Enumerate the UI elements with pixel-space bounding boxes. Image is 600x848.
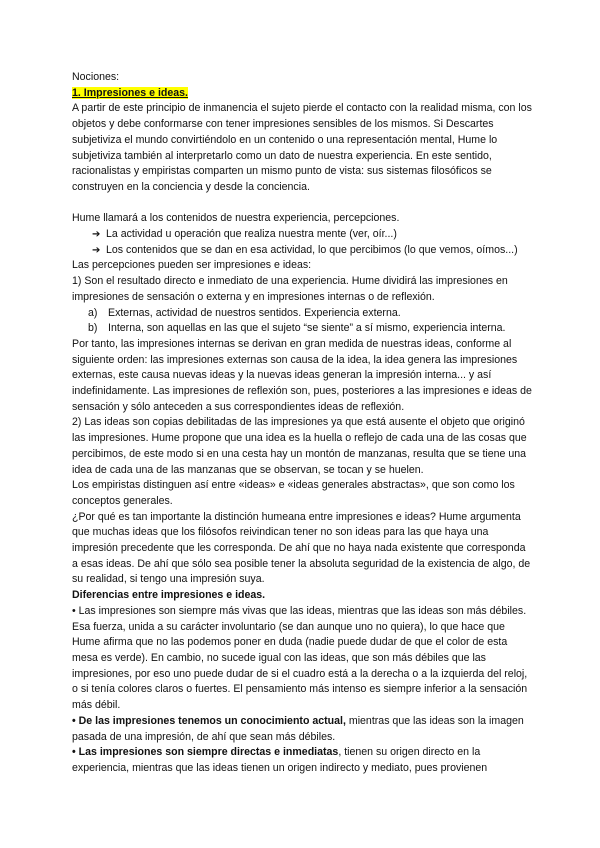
paragraph-actual <box>72 714 532 745</box>
paragraph-distincion: ¿Por qué es tan importante la distinción humeana entre impresiones e ideas? Hume argumenta que muchas ideas que los filósofos reivindican tener no son ideas para las que haya una impresión precedente que les corresponda. De ahí que no haya nada existente que corresponda a esas ideas. De ahí que sólo sea posible tener la absoluta seguridad de la existencia de algo, de su realidad, si tengo una impresión suya. <box>72 510 531 586</box>
paragraph-empiristas: Los empiristas distinguen así entre «ideas» e «ideas generales abstractas», que son como los conceptos generales. <box>72 479 515 507</box>
paragraph-directas <box>72 745 532 776</box>
alpha-list-item <box>88 306 532 322</box>
arrow-list-item: ➔ La actividad u operación que realiza nuestra mente (ver, oír...) <box>92 227 532 243</box>
paragraph-inmanencia: A partir de este principio de inmanencia el sujeto pierde el contacto con la realidad misma, con los objetos y debe conformarse con tener impresiones sensibles de los mismos. Si Descartes subjetiviza el mundo convirtiéndolo en un contenido o una representación mental, Hume lo subjetiviza también al interpretarlo como un dato de nuestra experiencia. En este sentido, racionalistas y empiristas comparten un mismo punto de vista: sus sistemas filosóficos se construyen en la conciencia y desde la conciencia. <box>72 102 532 193</box>
list-marker: a) <box>88 306 98 319</box>
alpha-list <box>72 306 532 337</box>
paragraph-vivas: • Las impresiones son siempre más vivas que las ideas, mientras que las ideas son más débiles. Esa fuerza, unida a su carácter involuntario (se dan aunque uno no quiera), lo que hace que Hume afirma que no las podemos poner en duda (nadie puede dudar de que el color de esta mesa es verde). En cambio, no sucede igual con las ideas, que son más débiles que las impresiones, por eso uno puede dudar de si el cuadro está a la derecha o a la izquierda del reloj, o si tenía colores claros o fuertes. El pensamiento más intenso es siempre inferior a la sensación más débil. <box>72 604 528 712</box>
list-marker: b) <box>88 322 98 335</box>
bold-lead: • De las impresiones tenemos un conocimiento actual, <box>72 714 346 727</box>
paragraph-tipos: Las percepciones pueden ser impresiones e ideas: <box>72 259 312 272</box>
list-text: Interna, son aquellas en las que el sujeto “se siente” a sí mismo, experiencia interna. <box>108 322 506 335</box>
rest-text: , tienen su origen directo en la experiencia, mientras que las ideas tienen un origen indirecto y mediato, pues provienen <box>72 746 488 774</box>
paragraph-impresiones: 1) Son el resultado directo e inmediato de una experiencia. Hume dividirá las impresiones en impresiones de sensación o externa y en impresiones internas o de reflexión. <box>72 275 508 303</box>
arrow-list-item: ➔ Los contenidos que se dan en esa actividad, lo que percibimos (lo que vemos, oímos...) <box>92 243 532 259</box>
paragraph-orden: Por tanto, las impresiones internas se derivan en gran medida de nuestras ideas, conforme al siguiente orden: las impresiones externas son causa de la idea, la idea genera las impresiones externas, este causa nuevas ideas y la nuevas ideas generan la impresión interna... y así indefinidamente. Las impresiones de reflexión son, pues, posteriores a las impresiones e ideas de sensación y sólo anteceden a sus correspondientes ideas de reflexión. <box>72 337 532 413</box>
paragraph-ideas-copias: 2) Las ideas son copias debilitadas de las impresiones ya que está ausente el objeto que originó las impresiones. Hume propone que una idea es la huella o reflejo de cada una de las cosas que percibimos, de este modo si en una cesta hay un montón de manzanas, resulta que se tiene una idea de cada una de las manzanas que se observan, se tocan y se huelen. <box>72 416 527 476</box>
list-text: Externas, actividad de nuestros sentidos. Experiencia externa. <box>108 306 401 319</box>
heading: Nociones: <box>72 71 120 83</box>
document-page <box>72 70 532 777</box>
highlighted-title: 1. Impresiones e ideas. <box>72 86 188 99</box>
section-title-diferencias: Diferencias entre impresiones e ideas. <box>72 589 266 602</box>
paragraph-percepciones: Hume llamará a los contenidos de nuestra experiencia, percepciones. <box>72 212 400 225</box>
alpha-list-item <box>88 321 532 337</box>
bold-lead: • Las impresiones son siempre directas e inmediatas <box>72 746 339 759</box>
blank-line <box>72 196 532 212</box>
section-title-impresiones-ideas <box>72 86 532 102</box>
rest-text: mientras que las ideas son la imagen pasada de una impresión, de ahí que sean más débiles. <box>72 714 524 743</box>
arrow-list <box>72 227 532 258</box>
